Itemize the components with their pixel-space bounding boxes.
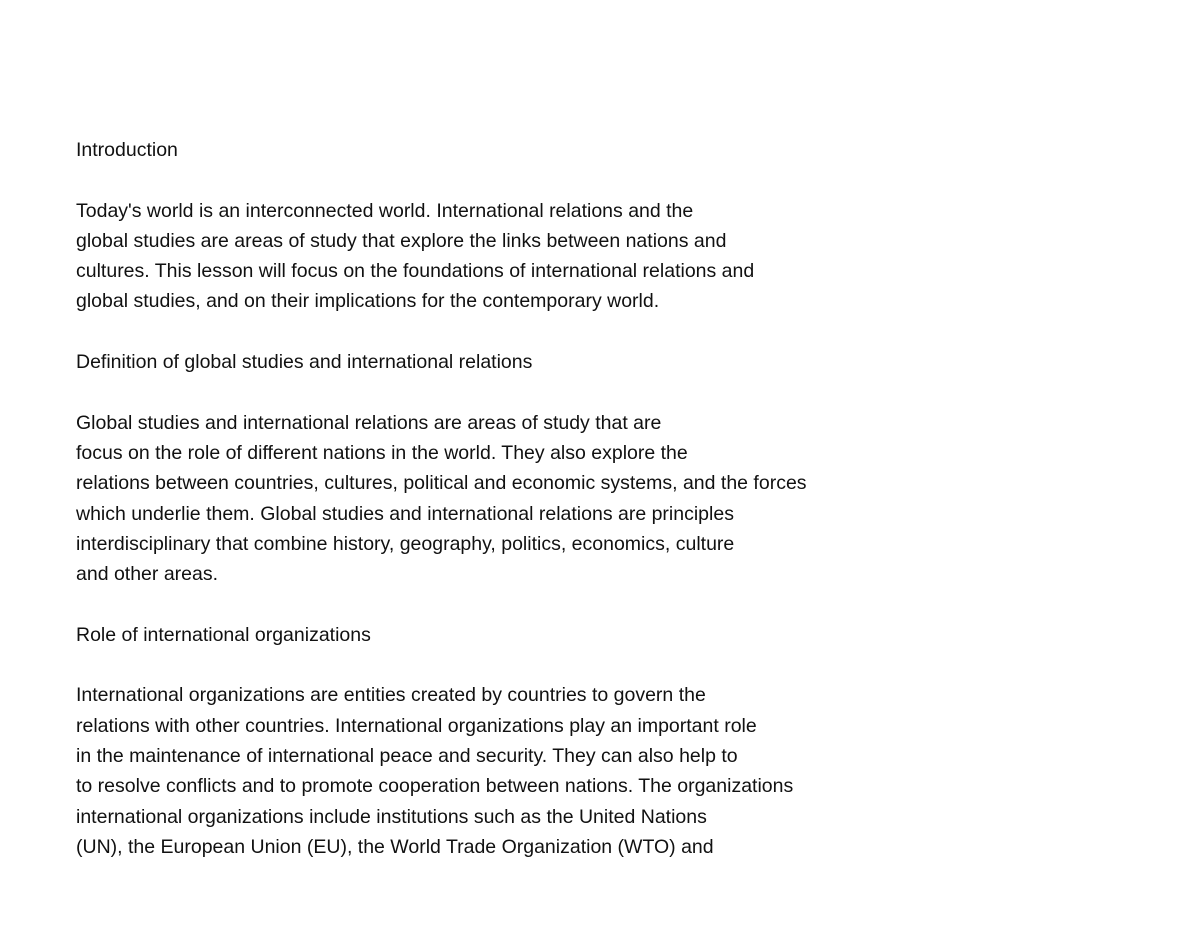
paragraph-gap (76, 650, 1176, 680)
paragraph-line: Today's world is an interconnected world. International relations and the (76, 199, 694, 222)
paragraph-line: relations between countries, cultures, political and economic systems, and the forces (76, 472, 807, 495)
section-heading-definition: Definition of global studies and international relations (76, 351, 533, 374)
paragraph-line: interdisciplinary that combine history, geography, politics, economics, culture (76, 532, 735, 555)
paragraph-gap (76, 165, 1176, 195)
paragraph-line: and other areas. (76, 563, 219, 586)
paragraph-line: cultures. This lesson will focus on the foundations of international relations and (76, 260, 755, 283)
section-heading-role-of-organizations: Role of international organizations (76, 623, 371, 646)
paragraph-line: to resolve conflicts and to promote cooperation between nations. The organizations (76, 775, 794, 798)
paragraph-line: relations with other countries. International organizations play an important role (76, 714, 757, 737)
paragraph-line: Global studies and international relations are areas of study that are (76, 411, 662, 434)
paragraph-gap (76, 589, 1176, 619)
paragraph-line: which underlie them. Global studies and international relations are principles (76, 502, 734, 525)
paragraph-gap (76, 317, 1176, 347)
paragraph-line: International organizations are entities created by countries to govern the (76, 684, 706, 707)
paragraph-line: (UN), the European Union (EU), the World Trade Organization (WTO) and (76, 835, 714, 858)
paragraph-line: global studies are areas of study that explore the links between nations and (76, 229, 727, 252)
paragraph-line: focus on the role of different nations in the world. They also explore the (76, 441, 688, 464)
paragraph-line: international organizations include institutions such as the United Nations (76, 805, 707, 828)
paragraph-line: in the maintenance of international peace and security. They can also help to (76, 744, 738, 767)
paragraph-gap (76, 377, 1176, 407)
paragraph-line: global studies, and on their implications for the contemporary world. (76, 290, 660, 313)
section-heading-introduction: Introduction (76, 139, 178, 161)
document-body (76, 135, 1176, 862)
